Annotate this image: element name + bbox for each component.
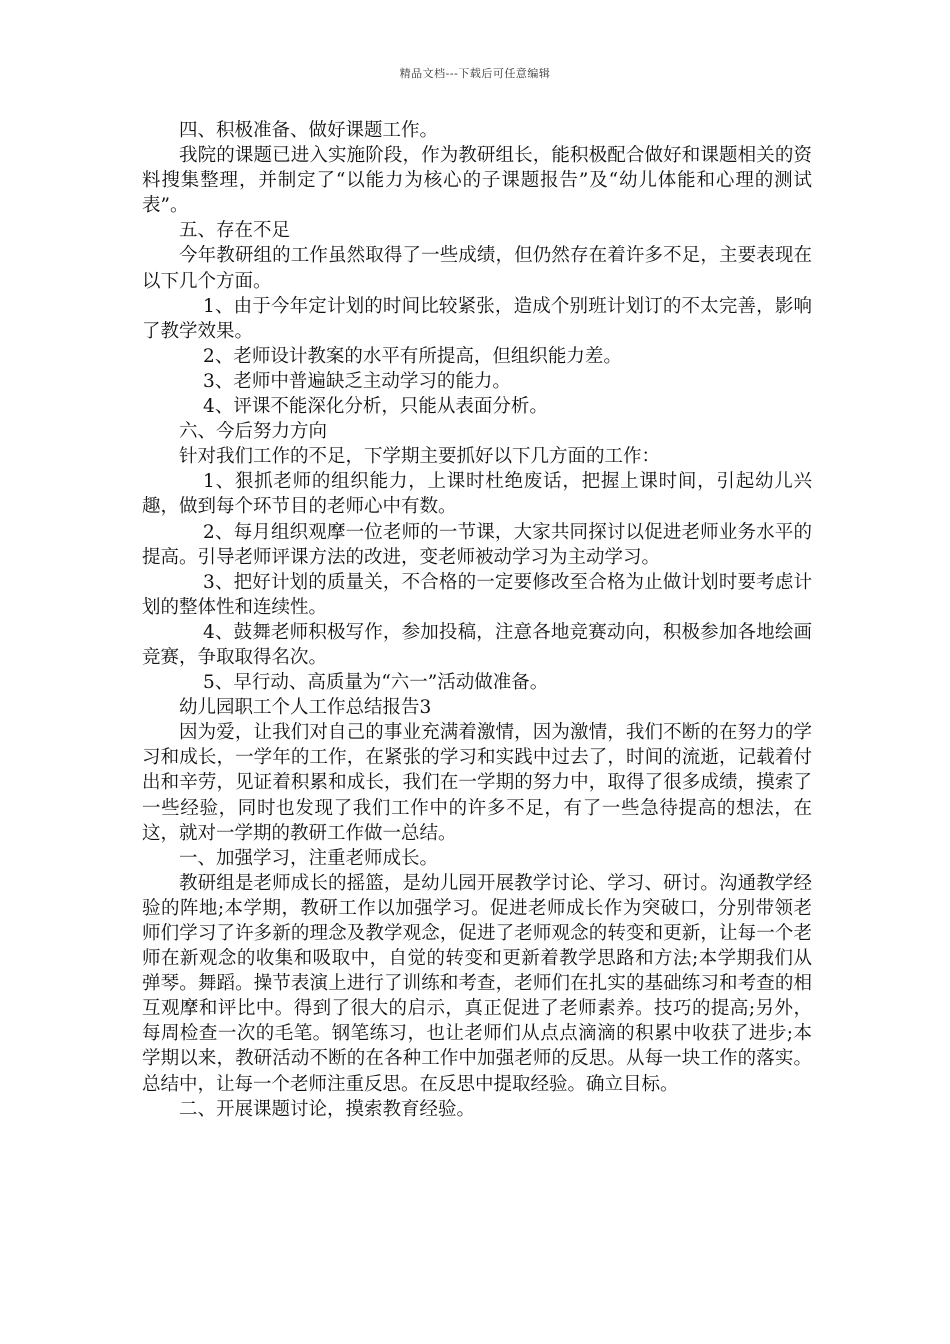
list-item: 3、把好计划的质量关，不合格的一定要修改至合格为止做计划时要考虑计划的整体性和连续性。 [142, 571, 812, 618]
list-item: 1、由于今年定计划的时间比较紧张，造成个别班计划订的不太完善，影响了教学效果。 [142, 295, 812, 342]
list-item: 5、早行动、高质量为“六一”活动做准备。 [203, 672, 549, 694]
list-item: 4、评课不能深化分析，只能从表面分析。 [203, 396, 548, 418]
section-heading: 四、积极准备、做好课题工作。 [179, 120, 439, 141]
section-heading: 二、开展课题讨论，摸索教育经验。 [179, 1098, 476, 1120]
paragraph: 我院的课题已进入实施阶段，作为教研组长，能积极配合做好和课题相关的资料搜集整理，并制定了“以能力为核心的子课题报告”及“幼儿体能和心理的测试表”。 [142, 145, 812, 217]
page-header: 精品文档---下载后可任意编辑 [399, 67, 551, 80]
paragraph: 针对我们工作的不足，下学期主要抓好以下几方面的工作： [179, 446, 661, 468]
paragraph: 教研组是老师成长的摇篮，是幼儿园开展教学讨论、学习、研讨。沟通教学经验的阵地;本学期，教研工作以加强学习。促进老师成长作为突破口，分别带领老师们学习了许多新的理念及教学观念，促进了老师观念的转变和更新，让每一个老师在新观念的收集和吸取中，自觉的转变和更新着教学思路和方法;本学期我们从弹琴。舞蹈。操节表演上进行了训练和考查，老师们在扎实的基础练习和考查的相互观摩和评比中。得到了很大的启示，真正促进了老师素养。技巧的提高;另外，每周检查一次的毛笔。钢笔练习，也让老师们从点点滴滴的积累中收获了进步;本学期以来，教研活动不断的在各种工作中加强老师的反思。从每一块工作的落实。总结中，让每一个老师注重反思。在反思中提取经验。确立目标。 [142, 872, 812, 1095]
section-heading: 六、今后努力方向 [179, 421, 328, 443]
list-item: 2、老师设计教案的水平有所提高，但组织能力差。 [203, 345, 622, 367]
paragraph: 今年教研组的工作虽然取得了一些成绩，但仍然存在着许多不足，主要表现在以下几个方面。 [142, 245, 812, 292]
list-item: 4、鼓舞老师积极写作，参加投稿，注意各地竞赛动向，积极参加各地绘画竞赛，争取取得名次。 [142, 621, 812, 668]
section-heading: 五、存在不足 [179, 220, 291, 242]
report-title: 幼儿园职工个人工作总结报告3 [179, 697, 432, 719]
list-item: 1、狠抓老师的组织能力，上课时杜绝废话，把握上课时间，引起幼儿兴趣，做到每个环节目的老师心中有数。 [142, 471, 812, 518]
list-item: 2、每月组织观摩一位老师的一节课，大家共同探讨以促进老师业务水平的提高。引导老师评课方法的改进，变老师被动学习为主动学习。 [142, 521, 812, 568]
section-heading: 一、加强学习，注重老师成长。 [179, 847, 439, 869]
list-item: 3、老师中普遍缺乏主动学习的能力。 [203, 370, 511, 392]
paragraph: 因为爱，让我们对自己的事业充满着激情，因为激情，我们不断的在努力的学习和成长，一学年的工作，在紧张的学习和实践中过去了，时间的流逝，记载着付出和辛劳，见证着积累和成长，我们在一学期的努力中，取得了很多成绩，摸索了一些经验，同时也发现了我们工作中的许多不足，有了一些急待提高的想法，在这，就对一学期的教研工作做一总结。 [142, 722, 812, 844]
document-body [142, 118, 812, 1122]
